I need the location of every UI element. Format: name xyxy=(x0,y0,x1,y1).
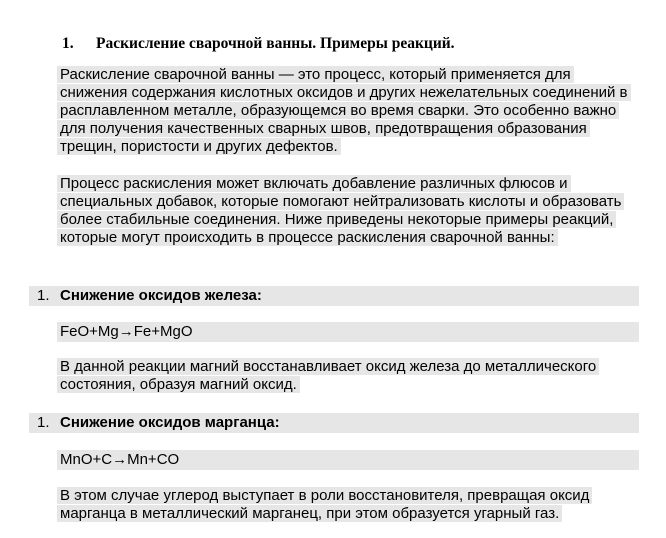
intro-paragraph-1 xyxy=(57,66,639,156)
intro-paragraph-2-text: Процесс раскисления может включать добавление различных флюсов и специальных добавок, которые помогают нейтрализовать кислоты и образовать более стабильные соединения. Ниже приведены некоторые примеры реакций, которые могут происходить в процессе раскисления сварочной ванны: xyxy=(57,175,624,246)
reaction-1-header xyxy=(29,286,639,306)
reaction-1-title: Снижение оксидов железа: xyxy=(60,287,262,304)
section-title: Раскисление сварочной ванны. Примеры реакций. xyxy=(96,35,455,52)
reaction-2-header xyxy=(29,413,639,433)
reaction-2-number: 1. xyxy=(37,414,50,431)
section-number: 1. xyxy=(62,35,74,52)
intro-paragraph-1-text: Раскисление сварочной ванны — это процесс, который применяется для снижения содержания кислотных оксидов и других нежелательных соединений в расплавленном металле, образующемся во время сварки. Это особенно важно для получения качественных сварных швов, предотвращения образования трещин, пористости и других дефектов. xyxy=(57,66,631,155)
reaction-1-number: 1. xyxy=(37,287,50,304)
reaction-2-description xyxy=(57,487,639,523)
section-heading xyxy=(62,34,455,54)
reaction-1-description-text: В данной реакции магний восстанавливает оксид железа до металлического состояния, образуя магний оксид. xyxy=(57,358,599,393)
intro-paragraph-2 xyxy=(57,175,639,247)
reaction-2-title: Снижение оксидов марганца: xyxy=(60,414,280,431)
reaction-1-formula-text: FeO+Mg→Fe+MgO xyxy=(60,323,193,340)
reaction-1-description xyxy=(57,358,639,394)
reaction-2-formula-text: MnO+C→Mn+CO xyxy=(60,451,180,468)
reaction-2-formula xyxy=(57,450,639,470)
reaction-2-description-text: В этом случае углерод выступает в роли восстановителя, превращая оксид марганца в металлический марганец, при этом образуется угарный газ. xyxy=(57,487,592,522)
reaction-1-formula xyxy=(57,322,639,342)
